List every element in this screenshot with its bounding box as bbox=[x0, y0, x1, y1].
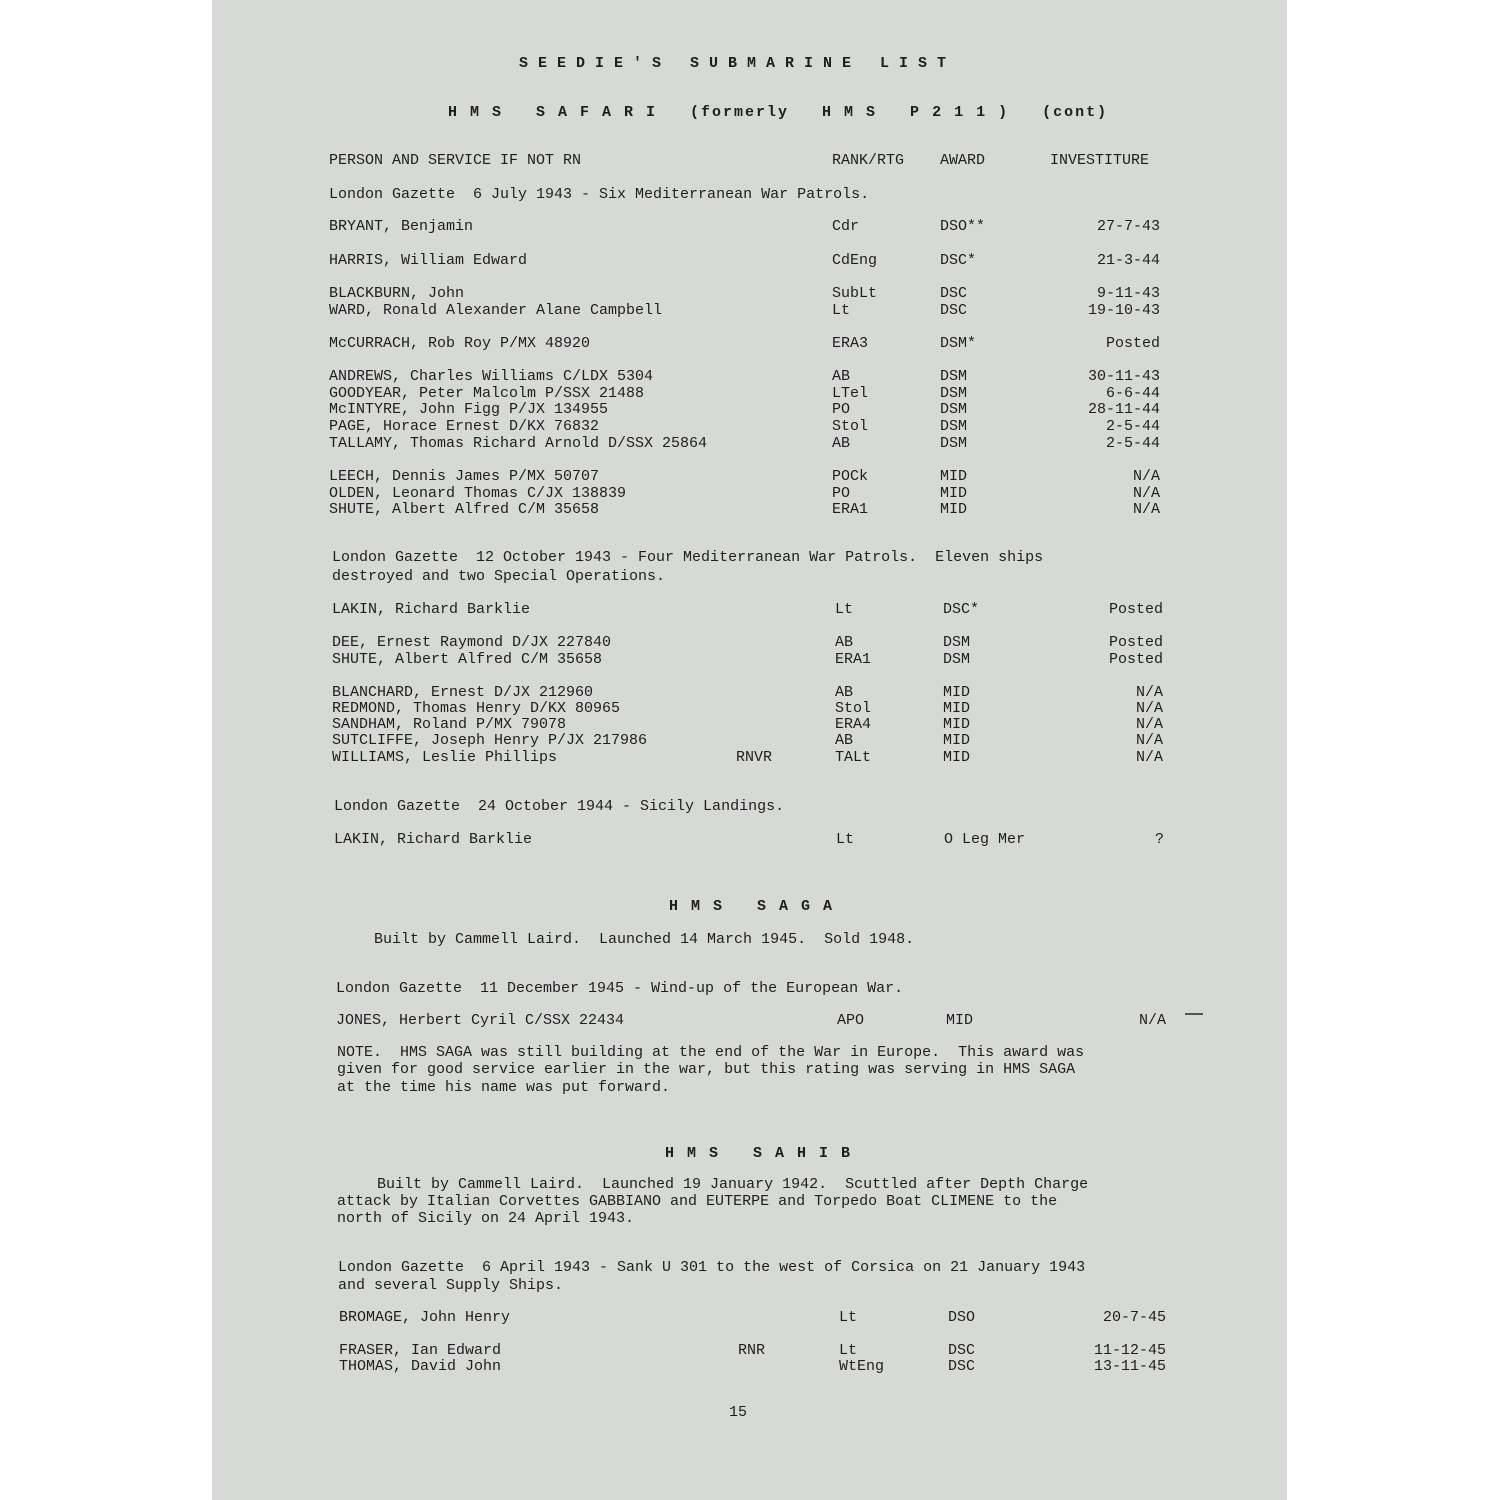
award: O Leg Mer bbox=[944, 831, 1026, 848]
award: MID bbox=[943, 749, 971, 766]
section-title-safari: H M S S A F A R I (formerly H M S P 2 1 1 ) (cont) bbox=[448, 104, 1109, 121]
investiture-date: N/A bbox=[1135, 749, 1163, 766]
award: DSM bbox=[943, 651, 971, 668]
award: MID bbox=[943, 716, 971, 733]
person-name: SUTCLIFFE, Joseph Henry P/JX 217986 bbox=[332, 732, 648, 749]
person-name: ANDREWS, Charles Williams C/LDX 5304 bbox=[329, 368, 654, 385]
column-header-investiture: INVESTITURE bbox=[1050, 152, 1150, 169]
person-name: PAGE, Horace Ernest D/KX 76832 bbox=[329, 418, 600, 435]
person-name: BLACKBURN, John bbox=[329, 285, 465, 302]
investiture-date: 13-11-45 bbox=[1093, 1358, 1166, 1375]
rank-rating: SubLt bbox=[832, 285, 878, 302]
page-number: 15 bbox=[729, 1404, 748, 1421]
person-name: TALLAMY, Thomas Richard Arnold D/SSX 25864 bbox=[329, 435, 708, 452]
award: DSM bbox=[940, 401, 968, 418]
document-title: SEEDIE'S SUBMARINE LIST bbox=[519, 55, 957, 72]
person-name: BLANCHARD, Ernest D/JX 212960 bbox=[332, 684, 594, 701]
person-name: BRYANT, Benjamin bbox=[329, 218, 474, 235]
investiture-date: N/A bbox=[1132, 485, 1160, 502]
person-name: LAKIN, Richard Barklie bbox=[332, 601, 531, 618]
rank-rating: Stol bbox=[835, 700, 872, 717]
rank-rating: CdEng bbox=[832, 252, 878, 269]
sahib-built-text: Built by Cammell Laird. Launched 19 January 1942. Scuttled after Depth Charge bbox=[377, 1176, 1089, 1193]
rank-rating: ERA4 bbox=[835, 716, 872, 733]
person-name: HARRIS, William Edward bbox=[329, 252, 528, 269]
service-branch: RNVR bbox=[736, 749, 773, 766]
note-text: NOTE. HMS SAGA was still building at the end of the War in Europe. This award was bbox=[337, 1044, 1085, 1061]
award: MID bbox=[943, 700, 971, 717]
column-header-rank: RANK/RTG bbox=[832, 152, 905, 169]
investiture-date: N/A bbox=[1132, 501, 1160, 518]
rank-rating: Lt bbox=[835, 601, 854, 618]
rank-rating: Lt bbox=[839, 1342, 858, 1359]
investiture-date: ? bbox=[1154, 831, 1164, 848]
investiture-date: 9-11-43 bbox=[1096, 285, 1160, 302]
sahib-built-text: north of Sicily on 24 April 1943. bbox=[337, 1210, 635, 1227]
person-name: WARD, Ronald Alexander Alane Campbell bbox=[329, 302, 663, 319]
award: DSM bbox=[940, 368, 968, 385]
person-name: SHUTE, Albert Alfred C/M 35658 bbox=[332, 651, 603, 668]
award: DSM* bbox=[940, 335, 977, 352]
gazette-heading: London Gazette 11 December 1945 - Wind-up of the European War. bbox=[336, 980, 904, 997]
column-header-award: AWARD bbox=[940, 152, 986, 169]
award: DSM bbox=[940, 385, 968, 402]
sahib-built-text: attack by Italian Corvettes GABBIANO and EUTERPE and Torpedo Boat CLIMENE to the bbox=[337, 1193, 1058, 1210]
investiture-date: 19-10-43 bbox=[1087, 302, 1160, 319]
investiture-date: N/A bbox=[1138, 1012, 1166, 1029]
investiture-date: Posted bbox=[1108, 601, 1163, 618]
margin-mark bbox=[1185, 1013, 1203, 1015]
person-name: OLDEN, Leonard Thomas C/JX 138839 bbox=[329, 485, 627, 502]
section-title-saga: H M S S A G A bbox=[669, 898, 835, 915]
rank-rating: PO bbox=[832, 401, 851, 418]
investiture-date: N/A bbox=[1135, 684, 1163, 701]
investiture-date: 28-11-44 bbox=[1087, 401, 1160, 418]
award: DSC bbox=[940, 285, 968, 302]
gazette-heading-cont: and several Supply Ships. bbox=[338, 1277, 564, 1294]
award: MID bbox=[943, 684, 971, 701]
column-header-person: PERSON AND SERVICE IF NOT RN bbox=[329, 152, 582, 169]
award: DSC bbox=[948, 1358, 976, 1375]
investiture-date: N/A bbox=[1135, 700, 1163, 717]
investiture-date: N/A bbox=[1135, 716, 1163, 733]
section-title-sahib: H M S S A H I B bbox=[665, 1145, 853, 1162]
award: DSC bbox=[948, 1342, 976, 1359]
gazette-heading-cont: destroyed and two Special Operations. bbox=[332, 568, 666, 585]
rank-rating: ERA1 bbox=[832, 501, 869, 518]
person-name: GOODYEAR, Peter Malcolm P/SSX 21488 bbox=[329, 385, 645, 402]
investiture-date: 2-5-44 bbox=[1105, 418, 1160, 435]
rank-rating: ERA1 bbox=[835, 651, 872, 668]
rank-rating: POCk bbox=[832, 468, 869, 485]
rank-rating: AB bbox=[835, 684, 854, 701]
person-name: LEECH, Dennis James P/MX 50707 bbox=[329, 468, 600, 485]
person-name: THOMAS, David John bbox=[339, 1358, 502, 1375]
rank-rating: AB bbox=[832, 368, 851, 385]
investiture-date: 27-7-43 bbox=[1096, 218, 1160, 235]
investiture-date: 30-11-43 bbox=[1087, 368, 1160, 385]
award: DSC* bbox=[943, 601, 980, 618]
award: MID bbox=[940, 501, 968, 518]
investiture-date: N/A bbox=[1135, 732, 1163, 749]
award: DSO bbox=[948, 1309, 976, 1326]
award: DSM bbox=[943, 634, 971, 651]
gazette-heading: London Gazette 6 April 1943 - Sank U 301 to the west of Corsica on 21 January 1943 bbox=[338, 1259, 1086, 1276]
award: MID bbox=[943, 732, 971, 749]
investiture-date: 2-5-44 bbox=[1105, 435, 1160, 452]
gazette-heading: London Gazette 24 October 1944 - Sicily Landings. bbox=[334, 798, 785, 815]
person-name: McCURRACH, Rob Roy P/MX 48920 bbox=[329, 335, 591, 352]
rank-rating: Lt bbox=[839, 1309, 858, 1326]
investiture-date: N/A bbox=[1132, 468, 1160, 485]
rank-rating: AB bbox=[832, 435, 851, 452]
award: MID bbox=[940, 468, 968, 485]
rank-rating: LTel bbox=[832, 385, 869, 402]
award: DSO** bbox=[940, 218, 986, 235]
rank-rating: Lt bbox=[836, 831, 855, 848]
gazette-heading: London Gazette 6 July 1943 - Six Mediterranean War Patrols. bbox=[329, 186, 870, 203]
person-name: LAKIN, Richard Barklie bbox=[334, 831, 533, 848]
person-name: McINTYRE, John Figg P/JX 134955 bbox=[329, 401, 609, 418]
rank-rating: Stol bbox=[832, 418, 869, 435]
investiture-date: Posted bbox=[1108, 651, 1163, 668]
investiture-date: Posted bbox=[1108, 634, 1163, 651]
rank-rating: APO bbox=[837, 1012, 865, 1029]
award: DSC* bbox=[940, 252, 977, 269]
investiture-date: 11-12-45 bbox=[1093, 1342, 1166, 1359]
rank-rating: PO bbox=[832, 485, 851, 502]
investiture-date: 20-7-45 bbox=[1102, 1309, 1166, 1326]
person-name: DEE, Ernest Raymond D/JX 227840 bbox=[332, 634, 612, 651]
award: DSM bbox=[940, 435, 968, 452]
person-name: WILLIAMS, Leslie Phillips bbox=[332, 749, 558, 766]
investiture-date: 21-3-44 bbox=[1096, 252, 1160, 269]
rank-rating: WtEng bbox=[839, 1358, 885, 1375]
gazette-heading: London Gazette 12 October 1943 - Four Mediterranean War Patrols. Eleven ships bbox=[332, 549, 1044, 566]
award: MID bbox=[946, 1012, 974, 1029]
rank-rating: TALt bbox=[835, 749, 872, 766]
person-name: JONES, Herbert Cyril C/SSX 22434 bbox=[336, 1012, 625, 1029]
person-name: FRASER, Ian Edward bbox=[339, 1342, 502, 1359]
service-branch: RNR bbox=[738, 1342, 766, 1359]
person-name: SANDHAM, Roland P/MX 79078 bbox=[332, 716, 567, 733]
person-name: SHUTE, Albert Alfred C/M 35658 bbox=[329, 501, 600, 518]
award: DSC bbox=[940, 302, 968, 319]
rank-rating: Cdr bbox=[832, 218, 860, 235]
note-text: given for good service earlier in the war, but this rating was serving in HMS SAGA bbox=[337, 1061, 1076, 1078]
rank-rating: AB bbox=[835, 634, 854, 651]
person-name: REDMOND, Thomas Henry D/KX 80965 bbox=[332, 700, 621, 717]
investiture-date: Posted bbox=[1105, 335, 1160, 352]
award: DSM bbox=[940, 418, 968, 435]
note-text: at the time his name was put forward. bbox=[337, 1079, 671, 1096]
investiture-date: 6-6-44 bbox=[1105, 385, 1160, 402]
rank-rating: AB bbox=[835, 732, 854, 749]
rank-rating: Lt bbox=[832, 302, 851, 319]
rank-rating: ERA3 bbox=[832, 335, 869, 352]
saga-built-text: Built by Cammell Laird. Launched 14 March 1945. Sold 1948. bbox=[374, 931, 915, 948]
award: MID bbox=[940, 485, 968, 502]
person-name: BROMAGE, John Henry bbox=[339, 1309, 511, 1326]
